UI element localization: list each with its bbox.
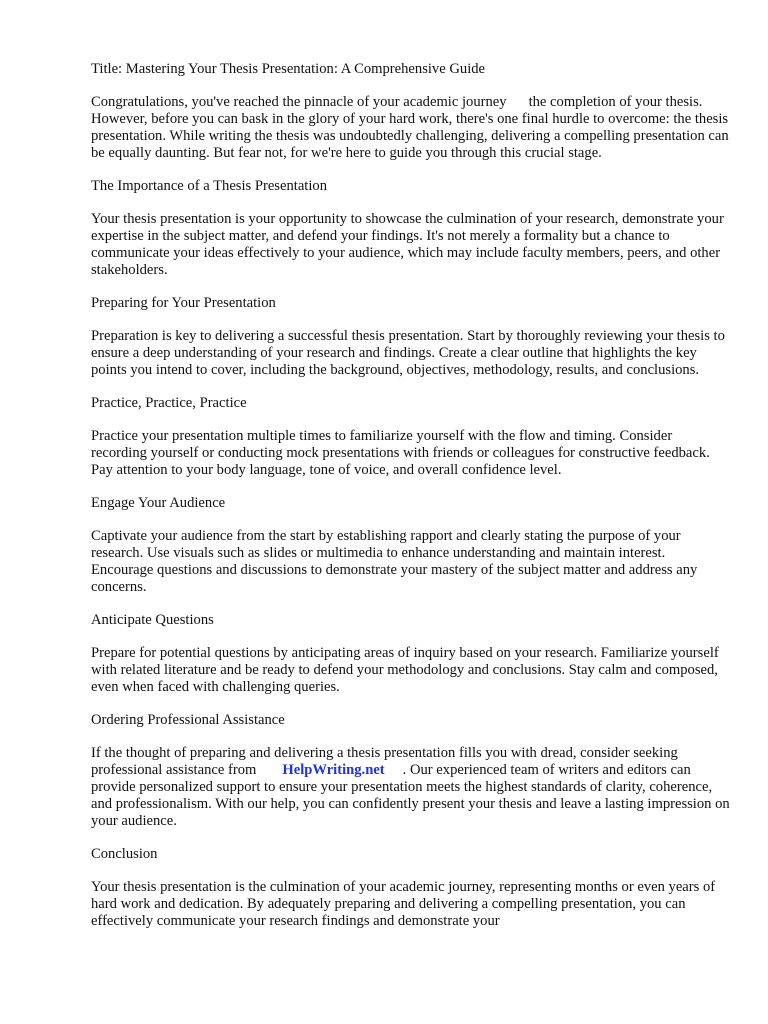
- section-heading-conclusion: Conclusion: [91, 846, 158, 862]
- intro-part-2: the completion of your thesis. However, before you can bask in the glory of your hard work, there's one final hurdle to overcome: the thesis presentation. While writing the thesis was undoubtedly challenging, delivering a compelling presentation can be equally daunting. But fear not, for we're here to guide you through this crucial stage.: [91, 94, 729, 161]
- section-heading-practice: Practice, Practice, Practice: [91, 395, 247, 411]
- intro-paragraph: [91, 94, 731, 162]
- section-body-engage: Captivate your audience from the start by establishing rapport and clearly stating the purpose of your research. Use visuals such as slides or multimedia to enhance understanding and maintain interest. Encourage questions and discussions to demonstrate your mastery of the subject matter and address any concerns.: [91, 528, 698, 595]
- section-heading-preparing: Preparing for Your Presentation: [91, 295, 276, 311]
- section-heading-importance: The Importance of a Thesis Presentation: [91, 178, 327, 194]
- section-heading-assistance: Ordering Professional Assistance: [91, 712, 285, 728]
- intro-part-1: Congratulations, you've reached the pinnacle of your academic journey: [91, 94, 507, 110]
- section-body-practice: Practice your presentation multiple times to familiarize yourself with the flow and timing. Consider recording yourself or conducting mock presentations with friends or colleagues for constructive feedback. Pay attention to your body language, tone of voice, and overall confidence level.: [91, 428, 710, 478]
- helpwriting-link[interactable]: HelpWriting.net: [282, 762, 385, 778]
- assistance-text-after: . Our experienced team of writers and editors can provide personalized support to ensure your presentation meets the highest standards of clarity, coherence, and professionalism. With our help, you can confidently present your thesis and leave a lasting impression on your audience.: [91, 762, 730, 829]
- section-heading-anticipate: Anticipate Questions: [91, 612, 214, 628]
- section-body-importance: Your thesis presentation is your opportunity to showcase the culmination of your research, demonstrate your expertise in the subject matter, and defend your findings. It's not merely a formality but a chance to communicate your ideas effectively to your audience, which may include faculty members, peers, and other stakeholders.: [91, 211, 724, 278]
- document-body: [91, 61, 731, 946]
- document-title: Title: Mastering Your Thesis Presentation: A Comprehensive Guide: [91, 61, 486, 77]
- section-body-anticipate: Prepare for potential questions by anticipating areas of inquiry based on your research. Familiarize yourself with related literature and be ready to defend your methodology and conclusions. Stay calm and composed, even when faced with challenging queries.: [91, 645, 719, 695]
- section-heading-engage: Engage Your Audience: [91, 495, 226, 511]
- section-body-preparing: Preparation is key to delivering a successful thesis presentation. Start by thoroughly reviewing your thesis to ensure a deep understanding of your research and findings. Create a clear outline that highlights the key points you intend to cover, including the background, objectives, methodology, results, and conclusions.: [91, 328, 725, 378]
- assistance-text-before: If the thought of preparing and delivering a thesis presentation fills you with dread, consider seeking professional assistance from: [91, 745, 678, 778]
- section-body-conclusion: Your thesis presentation is the culmination of your academic journey, representing months or even years of hard work and dedication. By adequately preparing and delivering a compelling presentation, you can effectively communicate your research findings and demonstrate your: [91, 879, 716, 929]
- section-body-assistance: [91, 745, 731, 830]
